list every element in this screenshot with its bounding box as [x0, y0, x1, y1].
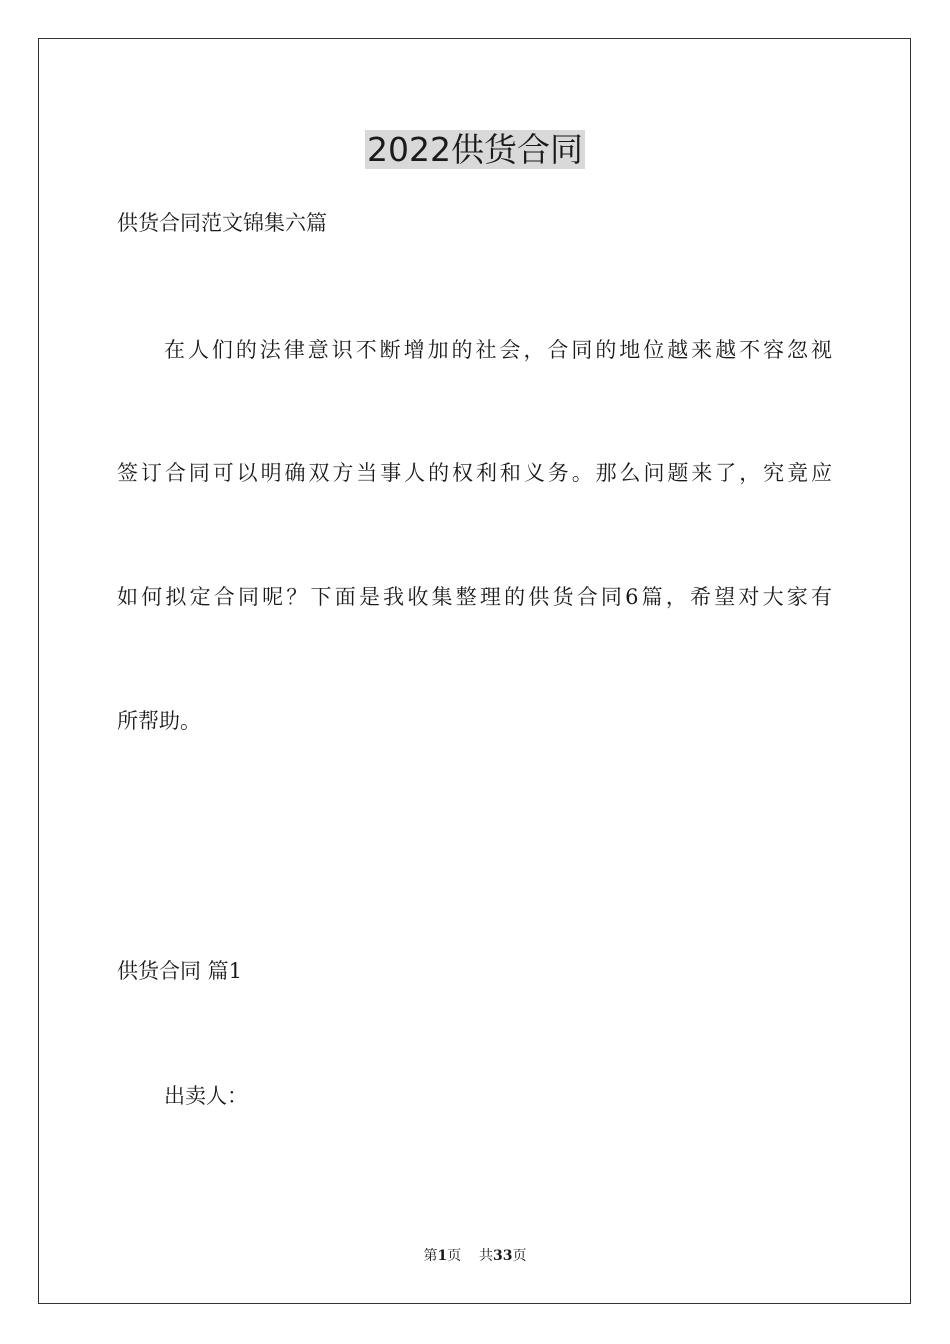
section-heading: 供货合同 篇1 — [117, 959, 243, 983]
footer-page-prefix: 第 — [423, 1248, 438, 1264]
seller-label: 出卖人： — [164, 1084, 248, 1108]
footer-total-pages: 33 — [493, 1248, 513, 1264]
footer-page-mid: 页 共 — [447, 1248, 494, 1264]
intro-line-4: 所帮助。 — [117, 709, 201, 733]
intro-line-2: 签订合同可以明确双方当事人的权利和义务。那么问题来了，究竟应 — [117, 461, 832, 485]
document-subtitle: 供货合同范文锦集六篇 — [117, 211, 327, 235]
intro-line-1: 在人们的法律意识不断增加的社会，合同的地位越来越不容忽视 — [164, 338, 832, 362]
footer-page-number: 1 — [437, 1248, 448, 1264]
document-title — [0, 124, 950, 176]
page-footer — [0, 1246, 950, 1266]
footer-page-suffix: 页 — [512, 1248, 527, 1264]
intro-line-3: 如何拟定合同呢？下面是我收集整理的供货合同6篇，希望对大家有 — [117, 585, 832, 609]
document-title-text: 2022供货合同 — [367, 130, 583, 169]
